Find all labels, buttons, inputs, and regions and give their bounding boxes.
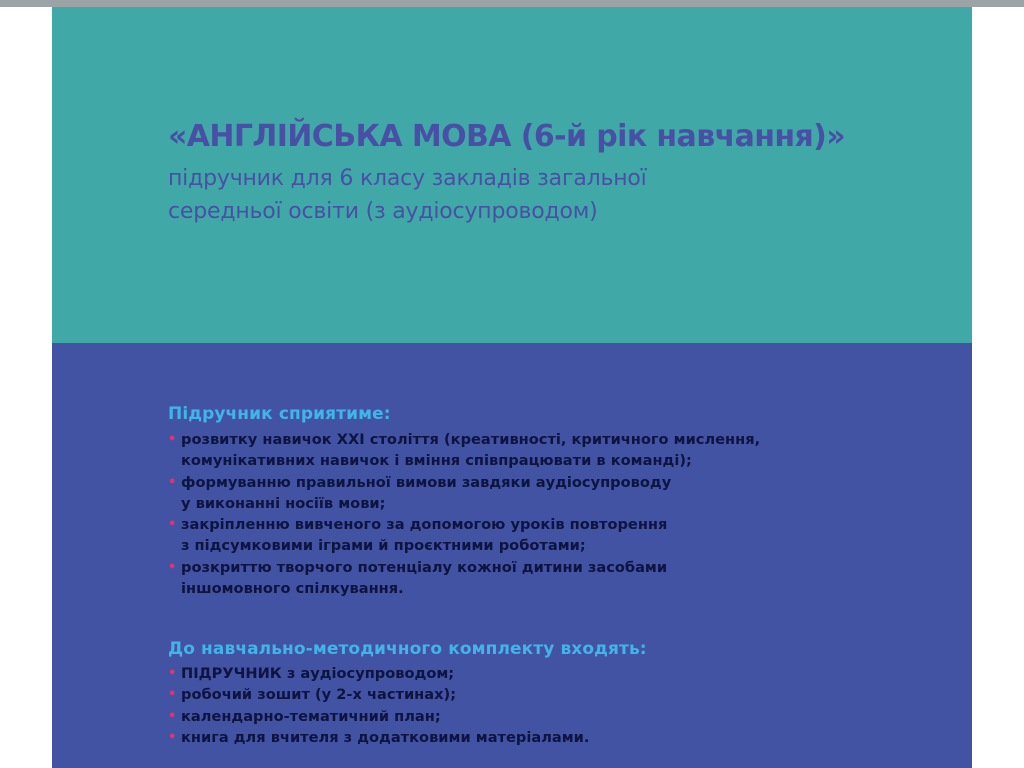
list-item-line: іншомовного спілкування. — [181, 580, 404, 598]
bullet-icon: • — [168, 666, 177, 681]
kit-list — [168, 663, 589, 748]
list-item-line: робочий зошит (у 2-х частинах); — [181, 686, 457, 704]
benefits-heading: Підручник сприятиме: — [168, 404, 391, 424]
list-item-line: розвитку навичок XXI століття (креативності, критичного мислення, — [181, 431, 761, 448]
list-item-line: з підсумковими іграми й проєктними роботами; — [181, 537, 586, 555]
list-item — [168, 684, 589, 705]
book-title: «АНГЛІЙСЬКА МОВА (6-й рік навчання)» — [168, 119, 846, 154]
top-edge-strip — [0, 0, 1024, 7]
bullet-icon: • — [168, 708, 177, 724]
teal-header-band — [52, 7, 972, 343]
kit-heading: До навчально-методичного комплекту входять: — [168, 639, 647, 659]
list-item — [168, 727, 589, 748]
list-item — [168, 514, 760, 557]
bullet-icon: • — [168, 729, 177, 745]
book-cover-page — [52, 7, 972, 768]
bullet-icon: • — [168, 687, 177, 703]
list-item-line: календарно-тематичний план; — [181, 707, 441, 725]
list-item-line: у виконанні носіїв мови; — [181, 494, 386, 512]
list-item-line: ПІДРУЧНИК з аудіосупроводом; — [181, 665, 455, 682]
list-item-line: розкриттю творчого потенціалу кожної дитини засобами — [181, 558, 668, 576]
list-item-line: закріпленню вивченого за допомогою уроків повторення — [181, 516, 668, 534]
subtitle-line: підручник для 6 класу закладів загальної — [168, 166, 647, 191]
bullet-icon: • — [168, 432, 177, 447]
list-item-line: формуванню правильної вимови завдяки аудіосупроводу — [181, 473, 672, 491]
list-item-line: книга для вчителя з додатковими матеріалами. — [181, 728, 590, 746]
subtitle-line: середньої освіти (з аудіосупроводом) — [168, 199, 598, 224]
list-item — [168, 472, 760, 515]
bullet-icon: • — [168, 559, 177, 575]
bullet-icon: • — [168, 474, 177, 490]
list-item — [168, 706, 589, 727]
list-item — [168, 663, 589, 684]
list-item-line: комунікативних навичок і вміння співпрацювати в команді); — [181, 452, 692, 470]
book-subtitle — [168, 162, 647, 228]
list-item — [168, 429, 760, 472]
list-item — [168, 557, 760, 600]
bullet-icon: • — [168, 517, 177, 533]
benefits-list — [168, 429, 760, 599]
